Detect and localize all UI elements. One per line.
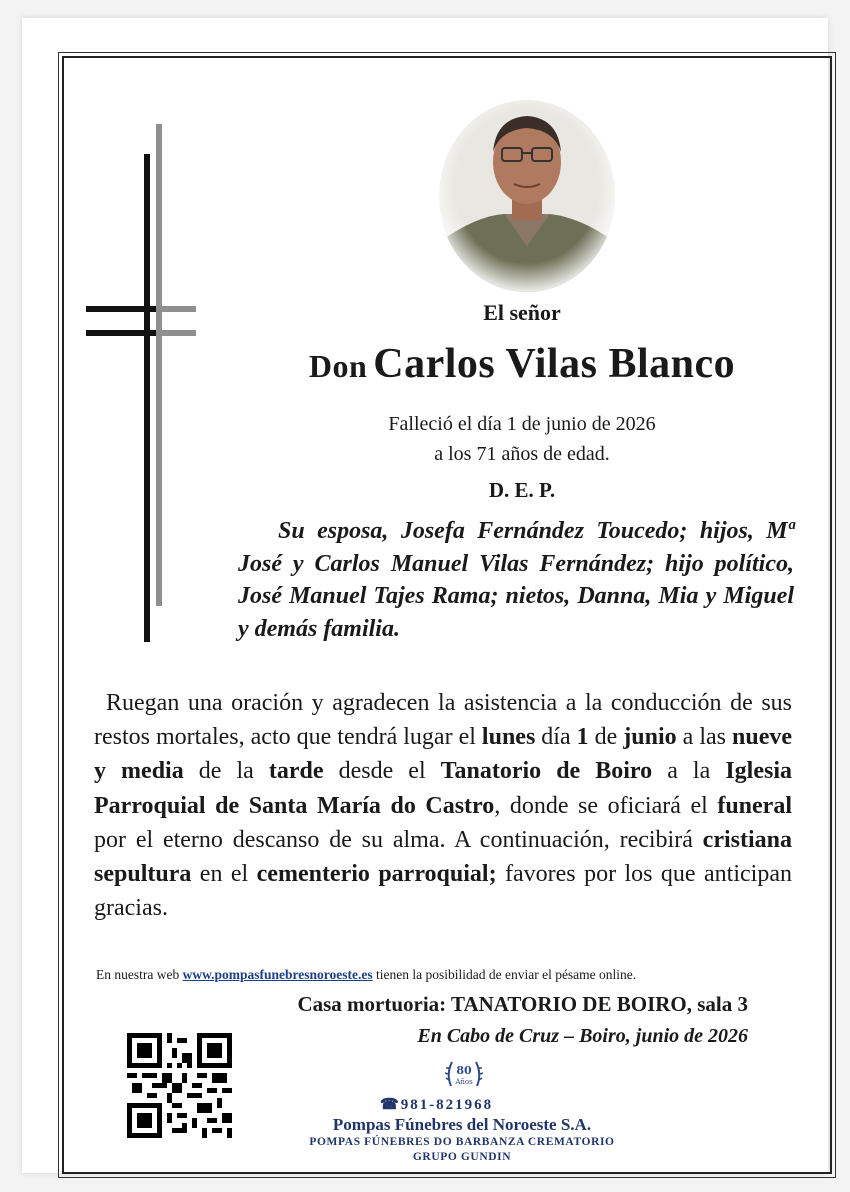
phone-icon: ☎ [380,1097,401,1113]
website-link[interactable]: www.pompasfunebresnoroeste.es [182,967,373,982]
emblem-label: Años [455,1078,473,1086]
condolence-note: En nuestra web www.pompasfunebresnoroeste.es tienen la posibilidad de enviar el pésame online. [96,967,637,982]
intro-title: El señor [483,300,561,325]
qr-code-icon[interactable] [127,1033,232,1138]
obituary-sheet [22,18,828,1173]
family-text: Su esposa, Josefa Fernández Toucedo; hijos, Mª José y Carlos Manuel Vilas Fernández; hijo político, José Manuel Tajes Rama; nietos, Danna, Mia y Miguel y demás familia. [238,518,794,642]
cross-icon [86,124,196,644]
company-phone: ☎981-821968 [380,1097,494,1113]
age: a los 71 años de edad. [434,443,610,465]
name-text: Carlos Vilas Blanco [373,341,736,387]
death-date: Falleció el día 1 de junio de 2026 [388,413,656,435]
company-group: GRUPO GUNDIN [412,1151,512,1163]
company-subtitle: POMPAS FÚNEBRES DO BARBANZA CREMATORIO [309,1136,615,1148]
rip-text: D. E. P. [488,478,556,502]
anniversary-emblem-icon [443,1054,485,1094]
casa-mortuoria: Casa mortuoria: TANATORIO DE BOIRO, sala 3 [297,992,748,1016]
name-prefix: Don [308,348,368,384]
deceased-name [237,340,807,388]
company-name: Pompas Fúnebres del Noroeste S.A. [332,1115,592,1134]
emblem-number: 80 [456,1064,472,1077]
ceremony-text: Ruegan una oración y agradecen la asistencia a la conducción de sus restos mortales, acto que tendrá lugar el lunes día 1 de junio a las nueve y media de la tarde desde el Tanatorio de Boiro a la Iglesia Parroquial de Santa María do Castro, donde se oficiará el funeral por el eterno descanso de su alma. A continuación, recibirá cristiana sepultura en el cementerio parroquial; favores por los que anticipan gracias. [94,690,792,922]
portrait-photo [434,96,620,296]
place-date: En Cabo de Cruz – Boiro, junio de 2026 [417,1025,748,1047]
